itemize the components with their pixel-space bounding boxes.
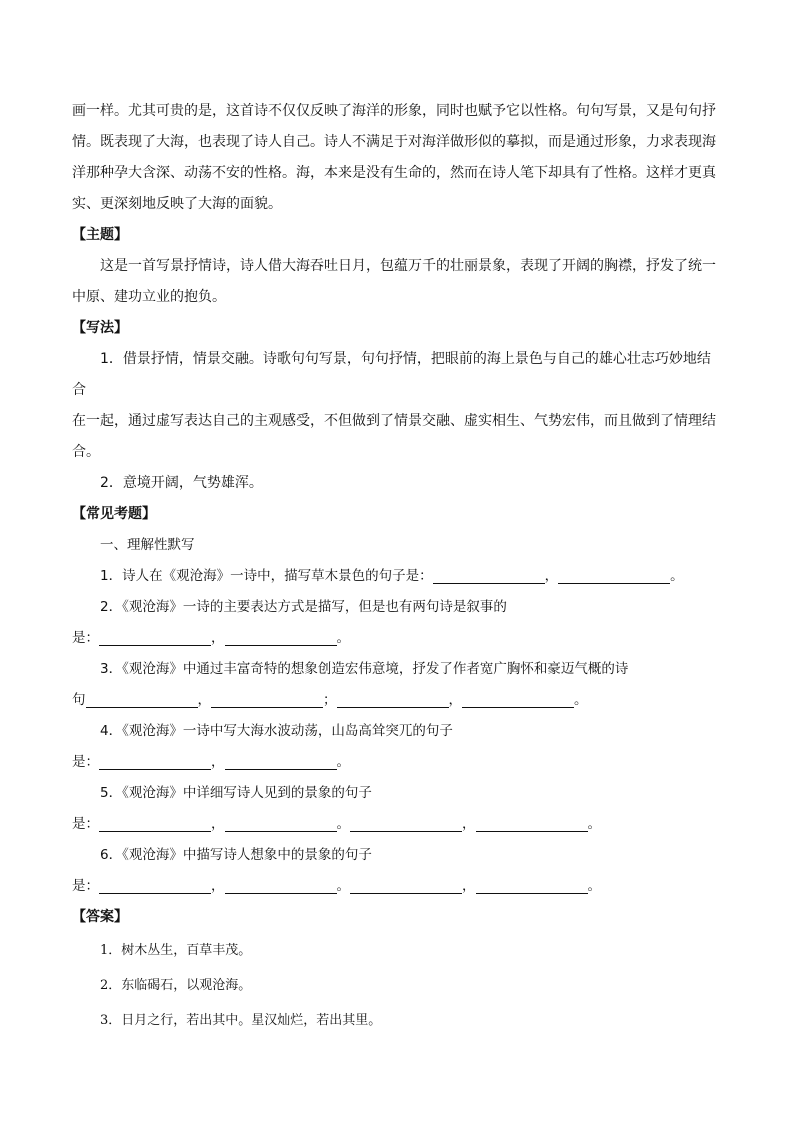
punct: ， [448, 692, 462, 708]
question-2-answer-line [72, 623, 722, 654]
answers-heading: 【答案】 [72, 909, 128, 925]
theme-heading: 【主题】 [72, 227, 128, 243]
question-1-text: 1．诗人在《观沧海》一诗中，描写草木景色的句子是： [100, 568, 433, 584]
punct: ， [211, 816, 225, 832]
answer-blank[interactable] [225, 755, 337, 770]
method-p1-line-2: 在一起，通过虚写表达自己的主观感受，不但做到了情景交融、虚实相生、气势宏伟，而且做到了情理结 [72, 413, 716, 429]
answer-blank[interactable] [337, 693, 449, 708]
answer-prefix: 是： [72, 816, 99, 832]
punct: 。 [587, 878, 601, 894]
punct: 。 [587, 816, 601, 832]
question-3-answer-line [72, 685, 722, 716]
answer-blank[interactable] [558, 569, 670, 584]
answer-blank[interactable] [211, 693, 323, 708]
question-4-answer-line [72, 747, 722, 778]
theme-line-2: 中原、建功立业的抱负。 [72, 289, 226, 305]
answer-blank[interactable] [350, 879, 462, 894]
method-p1-line-3: 合。 [72, 444, 100, 460]
answer-blank[interactable] [350, 817, 462, 832]
answer-blank[interactable] [462, 693, 574, 708]
question-4-text: 4．《观沧海》一诗中写大海水波动荡，山岛高耸突兀的句子 [100, 723, 453, 739]
punct: ， [544, 568, 559, 584]
question-5-text: 5．《观沧海》中详细写诗人见到的景象的句子 [100, 785, 372, 801]
punct: ， [211, 878, 225, 894]
punct: ； [323, 692, 337, 708]
question-1 [72, 561, 722, 592]
answer-blank[interactable] [476, 879, 588, 894]
answer-blank[interactable] [476, 817, 588, 832]
punct: ， [211, 630, 225, 646]
answer-blank[interactable] [99, 879, 211, 894]
question-6-answer-line [72, 871, 722, 902]
answer-2: 2．东临碣石，以观沧海。 [100, 978, 252, 993]
intro-line-1: 画一样。尤其可贵的是，这首诗不仅仅反映了海洋的形象，同时也赋予它以性格。句句写景，又是句句抒 [72, 103, 716, 119]
theme-line-1: 这是一首写景抒情诗，诗人借大海吞吐日月，包蕴万千的壮丽景象，表现了开阔的胸襟，抒发了统一 [100, 258, 716, 274]
method-heading: 【写法】 [72, 320, 128, 336]
exam-subheading: 一、理解性默写 [100, 537, 195, 553]
answer-blank[interactable] [99, 817, 211, 832]
answer-prefix: 句 [72, 692, 86, 708]
answer-prefix: 是： [72, 878, 99, 894]
answer-blank[interactable] [433, 569, 545, 584]
answer-blank[interactable] [99, 631, 211, 646]
question-5-answer-line [72, 809, 722, 840]
punct: 。 [336, 878, 350, 894]
answer-prefix: 是： [72, 630, 99, 646]
question-6-text: 6．《观沧海》中描写诗人想象中的景象的句子 [100, 847, 372, 863]
answer-3: 3．日月之行，若出其中。星汉灿烂，若出其里。 [100, 1013, 382, 1028]
method-p2: 2．意境开阔，气势雄浑。 [100, 475, 263, 491]
answer-blank[interactable] [225, 817, 337, 832]
punct: 。 [336, 630, 350, 646]
punct: 。 [670, 568, 684, 584]
punct: 。 [574, 692, 588, 708]
punct: ， [462, 816, 476, 832]
document-page [72, 96, 722, 1038]
answer-blank[interactable] [225, 879, 337, 894]
answer-prefix: 是： [72, 754, 99, 770]
question-3-text: 3．《观沧海》中通过丰富奇特的想象创造宏伟意境，抒发了作者宽广胸怀和豪迈气概的诗 [100, 661, 629, 677]
intro-line-4: 实、更深刻地反映了大海的面貌。 [72, 196, 282, 212]
intro-line-2: 情。既表现了大海，也表现了诗人自己。诗人不满足于对海洋做形似的摹拟，而是通过形象，力求表现海 [72, 134, 716, 150]
answer-blank[interactable] [225, 631, 337, 646]
punct: 。 [336, 816, 350, 832]
intro-line-3: 洋那种孕大含深、动荡不安的性格。海，本来是没有生命的，然而在诗人笔下却具有了性格。这样才更真 [72, 165, 716, 181]
question-2-text: 2．《观沧海》一诗的主要表达方式是描写，但是也有两句诗是叙事的 [100, 599, 507, 615]
punct: ， [211, 754, 225, 770]
answer-1: 1．树木丛生，百草丰茂。 [100, 943, 252, 958]
punct: ， [462, 878, 476, 894]
method-p1-line-1: 1．借景抒情，情景交融。诗歌句句写景，句句抒情，把眼前的海上景色与自己的雄心壮志巧妙地结合 [72, 351, 711, 398]
punct: ， [197, 692, 211, 708]
punct: 。 [336, 754, 350, 770]
answer-blank[interactable] [99, 755, 211, 770]
answer-blank[interactable] [86, 693, 198, 708]
exam-heading: 【常见考题】 [72, 506, 156, 522]
